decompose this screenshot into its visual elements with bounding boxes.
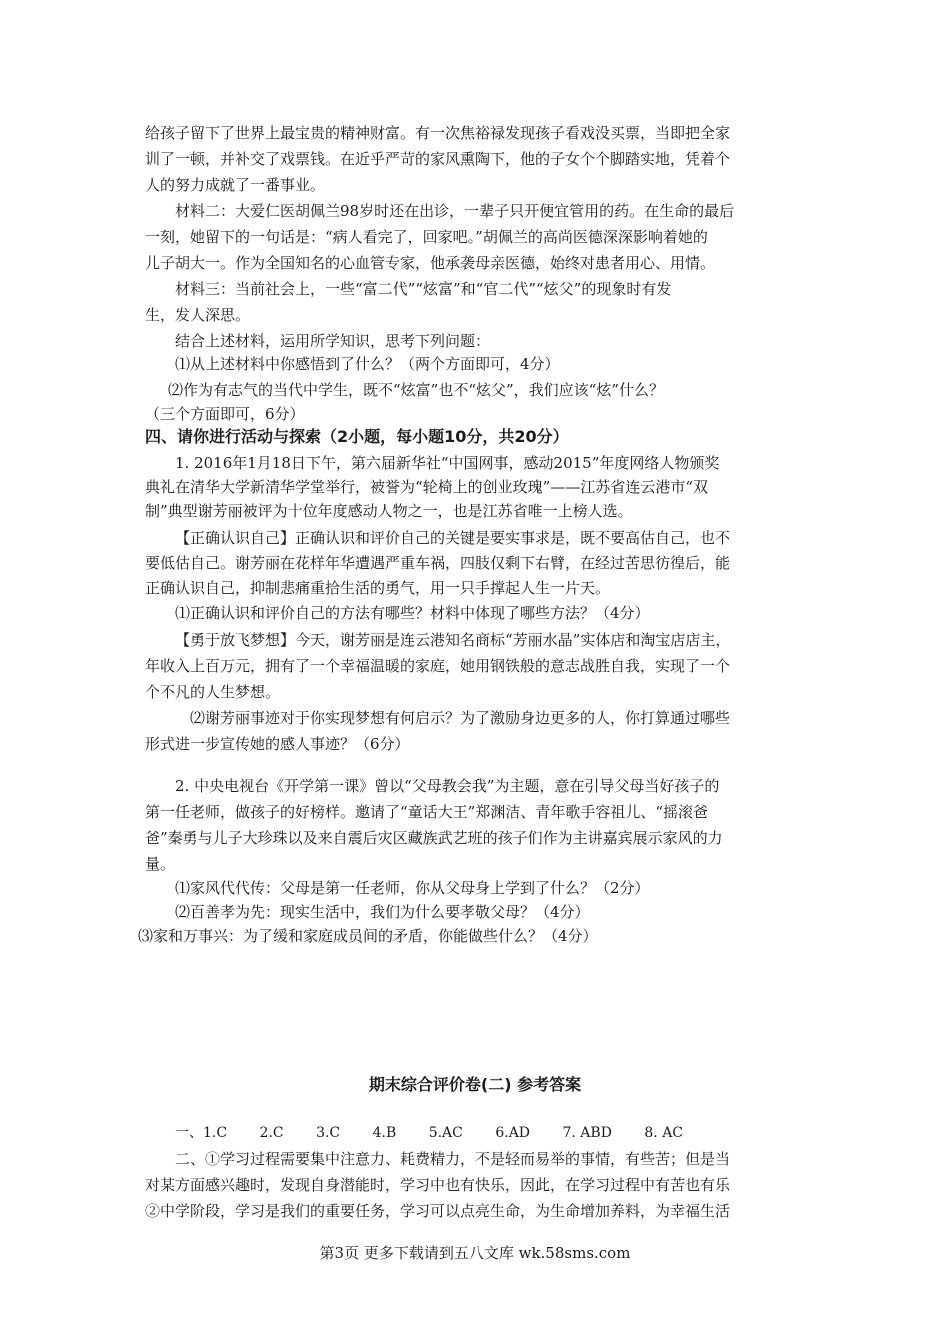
- question-item1-1: ⑴正确认识和评价自己的方法有哪些？材料中体现了哪些方法？（4分）: [175, 604, 650, 622]
- text-line: 一刻，她留下的一句话是：“病人看完了，回家吧。”胡佩兰的高尚医德深深影响着她的: [145, 228, 708, 246]
- text-line: 人的努力成就了一番事业。: [145, 176, 326, 194]
- question-2: ⑵作为有志气的当代中学生，既不“炫富”也不“炫父”，我们应该“炫”什么？: [168, 381, 665, 399]
- text-line: 2. 中央电视台《开学第一课》曾以“父母教会我”为主题，意在引导父母当好孩子的: [175, 777, 720, 795]
- answer-title: 期末综合评价卷(二) 参考答案: [368, 1075, 582, 1094]
- question-item1-2: ⑵谢芳丽事迹对于你实现梦想有何启示？为了激励身边更多的人，你打算通过哪些: [190, 709, 731, 727]
- question-1: ⑴从上述材料中你感悟到了什么？（两个方面即可，4分）: [175, 355, 560, 373]
- text-line: 爸”秦勇与儿子大珍珠以及来自震后灾区藏族武艺班的孩子们作为主讲嘉宾展示家风的力: [145, 829, 723, 847]
- text-line: 制”典型谢芳丽被评为十位年度感动人物之一，也是江苏省唯一上榜人选。: [145, 502, 633, 520]
- text-line: 儿子胡大一。作为全国知名的心血管专家，他承袭母亲医德，始终对患者用心、用情。: [145, 254, 716, 272]
- question-item2-1: ⑴家风代代传：父母是第一任老师，你从父母身上学到了什么？（2分）: [175, 879, 650, 897]
- text-line: 对某方面感兴趣时，发现自身潜能时，学习中也有快乐，因此，在学习过程中有苦也有乐: [145, 1176, 731, 1194]
- text-line: 要低估自己。谢芳丽在花样年华遭遇严重车祸，四肢仅剩下右臂，在经过苦思彷徨后，能: [145, 554, 731, 572]
- text-line: 1. 2016年1月18日下午，第六届新华社“中国网事，感动2015”年度网络人物颁奖: [175, 454, 720, 472]
- text-line: 给孩子留下了世界上最宝贵的精神财富。有一次焦裕禄发现孩子看戏没买票，当即把全家: [145, 124, 731, 142]
- question-item2-2: ⑵百善孝为先：现实生活中，我们为什么要孝敬父母？（4分）: [175, 903, 590, 921]
- text-line: 典礼在清华大学新清华学堂举行，被誉为“轮椅上的创业玫瑰”——江苏省连云港市“双: [145, 478, 709, 496]
- section-heading: 四、请你进行活动与探索（2小题，每小题10分，共20分）: [145, 427, 569, 446]
- mc-answer: 4.B: [372, 1125, 397, 1141]
- text-line: ②中学阶段，学习是我们的重要任务，学习可以点亮生命，为生命增加养料，为幸福生活: [145, 1202, 731, 1220]
- text-line: 【勇于放飞梦想】今天，谢芳丽是连云港知名商标“芳丽水晶”实体店和淘宝店店主，: [175, 631, 731, 649]
- question-prompt: 结合上述材料，运用所学知识，思考下列问题：: [175, 332, 491, 350]
- text-line: 二、①学习过程需要集中注意力、耗费精力，不是轻而易举的事情，有些苦；但是当: [175, 1150, 731, 1168]
- text-line: 年收入上百万元，拥有了一个幸福温暖的家庭，她用钢铁般的意志战胜自我，实现了一个: [145, 657, 731, 675]
- question-item2-3: ⑶家和万事兴：为了缓和家庭成员间的矛盾，你能做些什么？（4分）: [138, 927, 598, 945]
- text-line: 生，发人深思。: [145, 306, 251, 324]
- mc-answer: 2.C: [259, 1125, 284, 1141]
- text-line: 正确认识自己，抑制悲痛重拾生活的勇气，用一只手撑起人生一片天。: [145, 579, 611, 597]
- mc-answer: 5.AC: [428, 1125, 463, 1141]
- text-line: 量。: [145, 855, 176, 873]
- mc-answer: 3.C: [316, 1125, 341, 1141]
- mc-answer: 8. AC: [644, 1125, 684, 1141]
- text-line: 材料三：当前社会上，一些“富二代”“炫富”和“官二代”“炫父”的现象时有发: [175, 280, 672, 298]
- text-line: 个不凡的人生梦想。: [145, 683, 281, 701]
- mc-answer: 6.AD: [495, 1125, 531, 1141]
- text-line: 材料二：大爱仁医胡佩兰98岁时还在出诊，一辈子只开便宜管用的药。在生命的最后: [175, 202, 735, 220]
- text-line: 训了一顿，并补交了戏票钱。在近乎严苛的家风熏陶下，他的子女个个脚踏实地，凭着个: [145, 150, 731, 168]
- page-footer: 第3页 更多下载请到五八文库 wk.58sms.com: [319, 1244, 631, 1262]
- question-item1-2: 形式进一步宣传她的感人事迹？（6分）: [145, 735, 410, 753]
- mc-answer: 7. ABD: [562, 1125, 612, 1141]
- multiple-choice-answers: [175, 1120, 711, 1146]
- question-2: （三个方面即可，6分）: [145, 405, 305, 423]
- text-line: 第一任老师，做孩子的好榜样。邀请了“童话大王”郑渊洁、青年歌手容祖儿、“摇滚爸: [145, 803, 709, 821]
- mc-answer: 一、1.C: [175, 1125, 228, 1141]
- text-line: 【正确认识自己】正确认识和评价自己的关键是要实事求是，既不要高估自己，也不: [175, 529, 731, 547]
